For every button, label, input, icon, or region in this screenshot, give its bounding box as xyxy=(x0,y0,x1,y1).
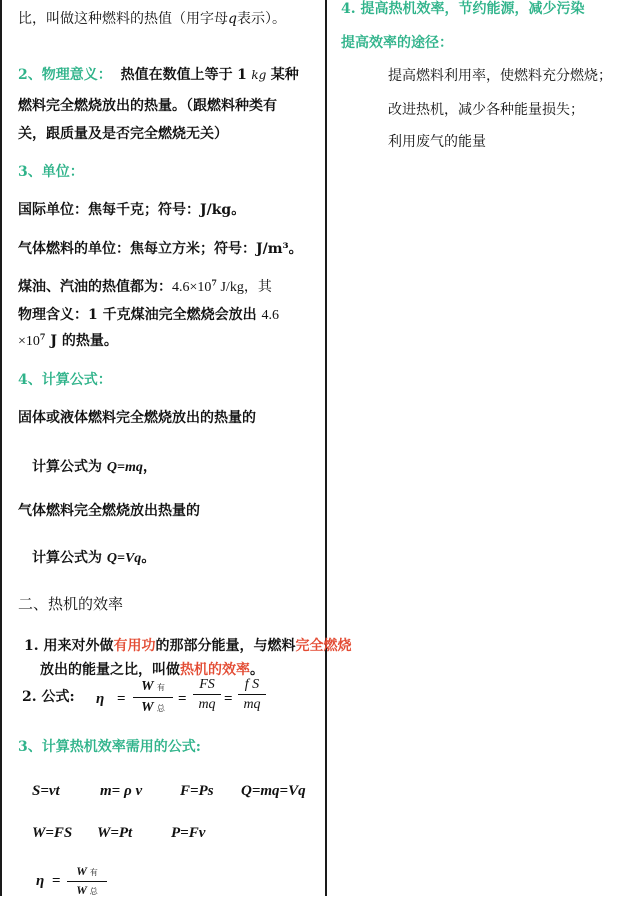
point-1-line1: 1. 用来对外做有用功的那部分能量，与燃料完全燃烧 xyxy=(24,638,352,654)
left-border-line xyxy=(0,0,2,896)
section-4-heading: 4、计算公式： xyxy=(18,372,112,388)
section-2-line3: 关，跟质量及是否完全燃烧无关） xyxy=(18,126,228,142)
efficiency-ways-heading: 提高效率的途径： xyxy=(341,35,453,51)
way-item-3: 利用废气的能量 xyxy=(388,134,486,150)
unit-international: 国际单位：焦每千克；符号：J/kg。 xyxy=(18,202,246,218)
column-divider xyxy=(325,0,327,896)
kerosene-line3: $\times 10^7$ J 的热量。 xyxy=(18,331,118,349)
unit-gas: 气体燃料的单位：焦每立方米；符号：J/m³。 xyxy=(18,241,303,257)
kerosene-line1: 煤油、汽油的热值都为：$4.6\times 10^7$ J/kg，其 xyxy=(18,277,272,295)
efficiency-fraction-fs2: f S mq xyxy=(238,676,266,713)
section-3b-heading: 3、计算热机效率需用的公式: xyxy=(18,739,201,755)
eta-symbol: η xyxy=(36,873,45,889)
intro-line: 比，叫做这种燃料的热值（用字母q表示）。 xyxy=(18,11,286,27)
equals-sign: = xyxy=(52,873,61,889)
point-2-label: 2. 公式: xyxy=(22,689,75,705)
efficiency-fraction-w: W 有 W 总 xyxy=(133,678,173,717)
formula-q-mq-vq: Q=mq=Vq xyxy=(241,783,306,799)
section-2-line2: 燃料完全燃烧放出的热量。（跟燃料种类有 xyxy=(18,98,277,114)
solid-liquid-line: 固体或液体燃料完全燃烧放出的热量的 xyxy=(18,410,256,426)
formula-p-fv: P=Fv xyxy=(171,825,206,841)
formula-gas: 计算公式为 Q=Vq。 xyxy=(32,550,156,566)
section-3-heading: 3、单位： xyxy=(18,164,84,180)
way-item-1: 提高燃料利用率，使燃料充分燃烧； xyxy=(388,68,612,84)
section-2-line1: 2、物理意义： 热值在数值上等于 1 kg 某种 xyxy=(18,67,299,83)
point-1-line2: 放出的能量之比，叫做热机的效率。 xyxy=(40,662,264,678)
right-section-4-heading: 4. 提高热机效率，节约能源，减少污染 xyxy=(341,1,585,17)
part-2-heading: 二、热机的效率 xyxy=(18,595,124,613)
equals-sign: = xyxy=(224,691,233,707)
efficiency-fraction-bottom: W 有 W 总 xyxy=(67,864,107,899)
formula-solid: 计算公式为 Q=mq， xyxy=(32,459,157,475)
formula-m-pv: m= ρ v xyxy=(100,783,143,799)
section-2-heading: 2、物理意义： xyxy=(18,67,112,83)
eta-symbol: η xyxy=(96,691,105,707)
equals-sign: = xyxy=(117,691,126,707)
way-item-2: 改进热机，减少各种能量损失； xyxy=(388,102,584,118)
formula-w-pt: W=Pt xyxy=(97,825,133,841)
formula-s-vt: S=vt xyxy=(32,783,60,799)
kerosene-line2: 物理含义：1 千克煤油完全燃烧会放出 4.6 xyxy=(18,307,279,323)
formula-f-ps: F=Ps xyxy=(180,783,214,799)
gas-line: 气体燃料完全燃烧放出热量的 xyxy=(18,503,200,519)
equals-sign: = xyxy=(178,691,187,707)
efficiency-fraction-fs: FS mq xyxy=(193,676,221,713)
formula-w-fs: W=FS xyxy=(32,825,73,841)
